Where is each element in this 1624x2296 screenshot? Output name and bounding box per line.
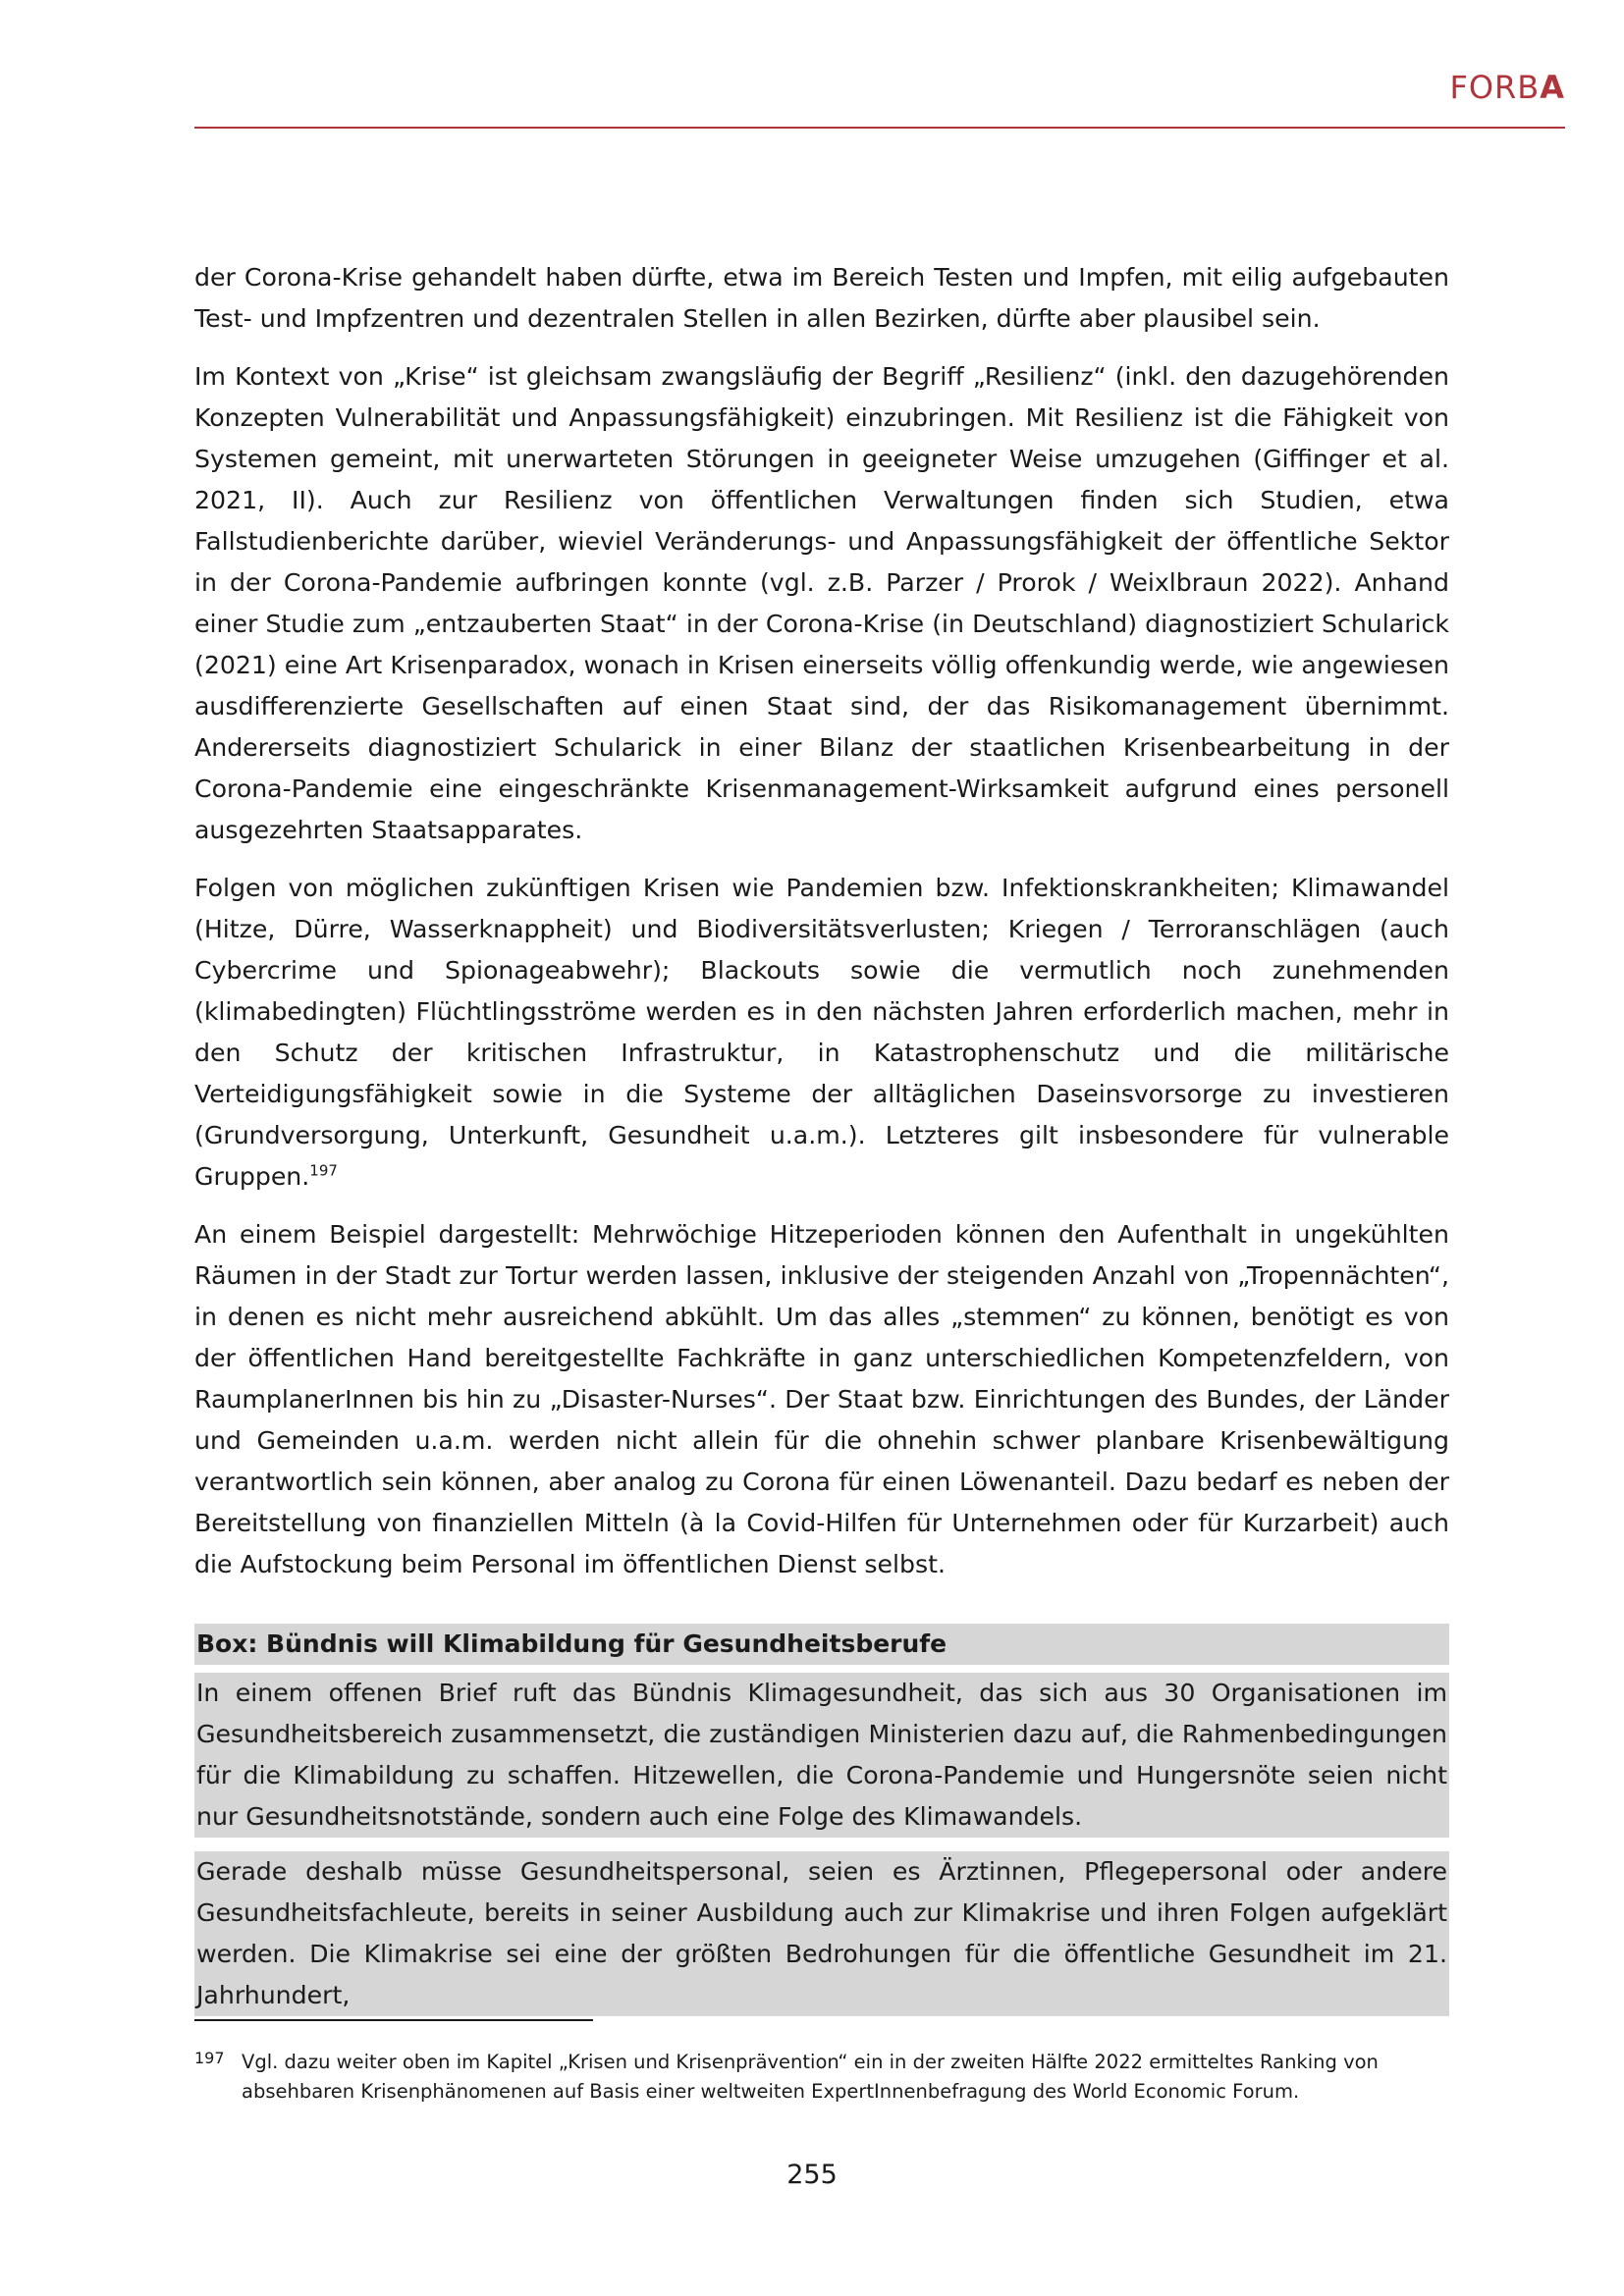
box-paragraph: Gerade deshalb müsse Gesundheitspersonal, seien es Ärztinnen, Pflegepersonal oder andere Gesundheitsfachleute, bereits in seiner Ausbildung auch zur Klimakrise und ihren Folgen aufgeklärt werden. Die Klimakrise sei eine der größten Bedrohungen für die öffentliche Gesundheit im 21. Jahrhundert, bbox=[194, 1851, 1449, 2016]
paragraph: Im Kontext von „Krise“ ist gleichsam zwangsläufig der Begriff „Resilienz“ (inkl. den dazugehörenden Konzepten Vulnerabilität und Anpassungsfähigkeit) einzubringen. Mit Resilienz ist die Fähigkeit von Systemen gemeint, mit unerwarteten Störungen in geeigneter Weise umzugehen (Giffinger et al. 2021, II). Auch zur Resilienz von öffentlichen Verwaltungen finden sich Studien, etwa Fallstudienberichte darüber, wieviel Veränderungs- und Anpassungsfähigkeit der öffentliche Sektor in der Corona-Pandemie aufbringen konnte (vgl. z.B. Parzer / Prorok / Weixlbraun 2022). Anhand einer Studie zum „entzauberten Staat“ in der Corona-Krise (in Deutschland) diagnostiziert Schularick (2021) eine Art Krisenparadox, wonach in Krisen einerseits völlig offenkundig werde, wie angewiesen ausdifferenzierte Gesellschaften auf einen Staat sind, der das Risikomanagement übernimmt. Andererseits diagnostiziert Schularick in einer Bilanz der staatlichen Krisenbearbeitung in der Corona-Pandemie eine eingeschränkte Krisenmanagement-Wirksamkeit aufgrund eines personell ausgezehrten Staatsapparates. bbox=[194, 362, 1449, 844]
paragraph-with-footnote bbox=[194, 868, 1449, 1198]
footnote-reference[interactable]: 197 bbox=[309, 1161, 338, 1180]
paragraph: der Corona-Krise gehandelt haben dürfte, etwa im Bereich Testen und Impfen, mit eilig aufgebauten Test- und Impfzentren und dezentralen Stellen in allen Bezirken, dürfte aber plausibel sein. bbox=[194, 263, 1449, 333]
footnote-number: 197 bbox=[194, 2049, 225, 2067]
box-paragraph: In einem offenen Brief ruft das Bündnis Klimagesundheit, das sich aus 30 Organisationen im Gesundheitsbereich zusammensetzt, die zuständigen Ministerien dazu auf, die Rahmenbedingungen für die Klimabildung zu schaffen. Hitzewellen, die Corona-Pandemie und Hungersnöte seien nicht nur Gesundheitsnotstände, sondern auch eine Folge des Klimawandels. bbox=[194, 1673, 1449, 1838]
logo-bold: A bbox=[1540, 69, 1565, 106]
footnote-rule bbox=[194, 2019, 593, 2021]
page-number: 255 bbox=[786, 2160, 838, 2190]
info-box bbox=[194, 1624, 1449, 2030]
main-text bbox=[194, 257, 1449, 1602]
footnote-text: Vgl. dazu weiter oben im Kapitel „Krisen und Krisenprävention“ ein in der zweiten Hälfte 2022 ermitteltes Ranking von absehbaren Krisenphänomenen auf Basis einer weltweiten ExpertInnenbefragung des World Economic Forum. bbox=[242, 2051, 1379, 2103]
publisher-logo bbox=[1449, 69, 1565, 106]
footnote bbox=[194, 2048, 1449, 2107]
box-title: Box: Bündnis will Klimabildung für Gesundheitsberufe bbox=[194, 1624, 1449, 1665]
paragraph: An einem Beispiel dargestellt: Mehrwöchige Hitzeperioden können den Aufenthalt in ungekühlten Räumen in der Stadt zur Tortur werden lassen, inklusive der steigenden Anzahl von „Tropennächten“, in denen es nicht mehr ausreichend abkühlt. Um das alles „stemmen“ zu können, benötigt es von der öffentlichen Hand bereitgestellte Fachkräfte in ganz unterschiedlichen Kompetenzfeldern, von RaumplanerInnen bis hin zu „Disaster-Nurses“. Der Staat bzw. Einrichtungen des Bundes, der Länder und Gemeinden u.a.m. werden nicht allein für die ohnehin schwer planbare Krisenbewältigung verantwortlich sein können, aber analog zu Corona für einen Löwenanteil. Dazu bedarf es neben der Bereitstellung von finanziellen Mitteln (à la Covid-Hilfen für Unternehmen oder für Kurzarbeit) auch die Aufstockung beim Personal im öffentlichen Dienst selbst. bbox=[194, 1220, 1449, 1578]
logo-regular: FORB bbox=[1449, 69, 1541, 106]
header-rule bbox=[194, 127, 1565, 129]
paragraph-text: Folgen von möglichen zukünftigen Krisen wie Pandemien bzw. Infektionskrankheiten; Klimawandel (Hitze, Dürre, Wasserknappheit) und Biodiversitätsverlusten; Kriegen / Terroranschlägen (auch Cybercrime und Spionageabwehr); Blackouts sowie die vermutlich noch zunehmenden (klimabedingten) Flüchtlingsströme werden es in den nächsten Jahren erforderlich machen, mehr in den Schutz der kritischen Infrastruktur, in Katastrophenschutz und die militärische Verteidigungsfähigkeit sowie in die Systeme der alltäglichen Daseinsvorsorge zu investieren (Grundversorgung, Unterkunft, Gesundheit u.a.m.). Letzteres gilt insbesondere für vulnerable Gruppen. bbox=[194, 874, 1449, 1191]
